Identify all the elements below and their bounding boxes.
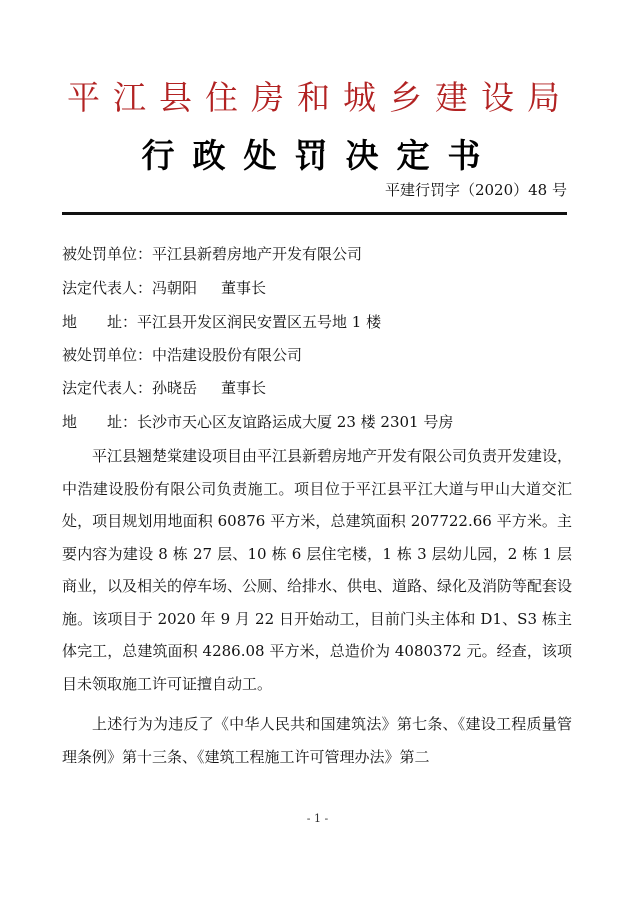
decision-body [62, 440, 572, 773]
party-role: 董事长 [221, 279, 267, 297]
party-line-5 [62, 378, 266, 398]
header-divider [62, 212, 567, 215]
party-value: 平江县开发区润民安置区五号地 1 楼 [137, 313, 382, 331]
party-value: 长沙市天心区友谊路运成大厦 23 楼 2301 号房 [137, 413, 454, 431]
party-label: 被处罚单位： [62, 346, 153, 364]
page-number: - 1 - [306, 812, 329, 825]
document-title: 行政处罚决定书 [141, 136, 499, 175]
party-label: 被处罚单位： [62, 245, 153, 263]
party-label: 地 址： [62, 413, 138, 431]
party-label: 法定代表人： [62, 279, 153, 297]
party-line-1 [62, 244, 362, 264]
body-paragraph: 上述行为为违反了《中华人民共和国建筑法》第七条、《建设工程质量管理条例》第十三条、《建筑工程施工许可管理办法》第二 [62, 715, 572, 766]
party-line-3 [62, 312, 381, 332]
party-label: 地 址： [62, 313, 138, 331]
document-number: 平建行罚字（2020）48 号 [384, 181, 567, 199]
party-line-6 [62, 412, 453, 432]
issuing-organization: 平江县住房和城乡建设局 [67, 78, 573, 117]
party-line-4 [62, 345, 302, 365]
party-label: 法定代表人： [62, 379, 153, 397]
body-paragraph: 平江县翘楚棠建设项目由平江县新碧房地产开发有限公司负责开发建设，中浩建设股份有限公司负责施工。项目位于平江县平江大道与甲山大道交汇处，项目规划用地面积 60876 平方米，总建筑面积 207722.66 平方米。主要内容为建设 8 栋 27 层、10 栋 6 层住宅楼，1 栋 3 层幼儿园，2 栋 1 层商业，以及相关的停车场、公厕、给排水、供电、道路、绿化及消防等配套设施。该项目于 2020 年 9 月 22 日开始动工，目前门头主体和 D1、S3 栋主体完工，总建筑面积 4286.08 平方米，总造价为 4080372 元。经查，该项目未领取施工许可证擅自动工。 [62, 447, 573, 693]
party-value: 冯朝阳 [152, 279, 198, 297]
party-role: 董事长 [221, 379, 267, 397]
party-value: 中浩建设股份有限公司 [152, 346, 303, 364]
party-value: 孙晓岳 [152, 379, 198, 397]
party-line-2 [62, 278, 266, 298]
party-value: 平江县新碧房地产开发有限公司 [152, 245, 363, 263]
